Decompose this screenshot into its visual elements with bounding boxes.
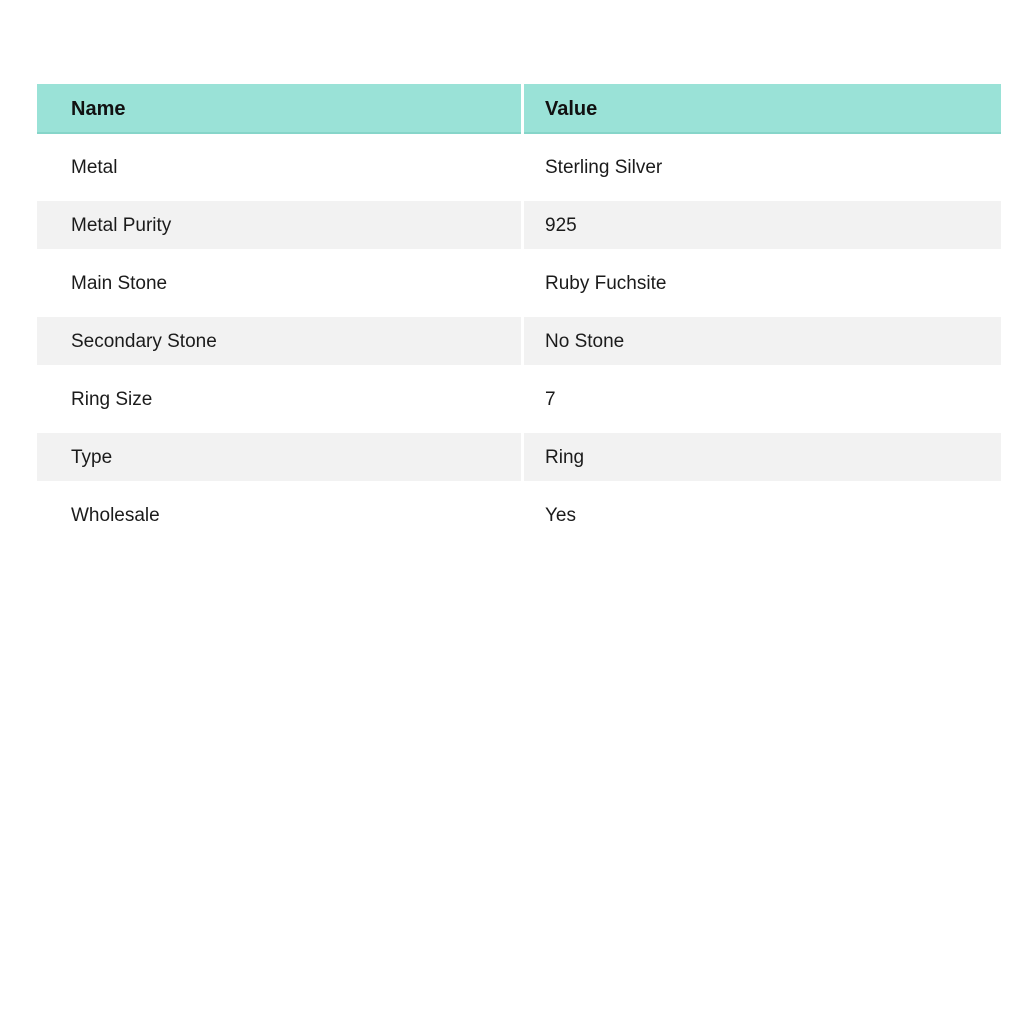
- row-name-cell: [37, 317, 521, 365]
- product-spec-table: [37, 80, 1001, 544]
- header-name-label: Name: [71, 98, 126, 120]
- table-row: [37, 138, 1001, 196]
- row-value-cell: [524, 375, 1001, 423]
- row-value-text: No Stone: [545, 330, 625, 352]
- row-value-text: Sterling Silver: [545, 156, 663, 178]
- row-name-cell: [37, 433, 521, 481]
- row-name-cell: [37, 491, 521, 539]
- table-row: [37, 196, 1001, 254]
- row-name-text: Wholesale: [71, 504, 160, 526]
- table-row: [37, 370, 1001, 428]
- table-row: [37, 486, 1001, 544]
- row-name-cell: [37, 143, 521, 191]
- row-name-text: Metal Purity: [71, 214, 172, 236]
- row-name-cell: [37, 375, 521, 423]
- row-value-text: 7: [545, 388, 556, 410]
- row-value-text: Ring: [545, 446, 585, 468]
- row-name-text: Main Stone: [71, 272, 168, 294]
- header-value-label: Value: [545, 98, 598, 120]
- row-name-text: Ring Size: [71, 388, 153, 410]
- row-value-cell: [524, 317, 1001, 365]
- row-value-text: 925: [545, 214, 577, 236]
- row-name-text: Metal: [71, 156, 118, 178]
- table-row: [37, 254, 1001, 312]
- table-header-row: [37, 80, 1001, 138]
- row-value-text: Ruby Fuchsite: [545, 272, 667, 294]
- row-value-cell: [524, 143, 1001, 191]
- row-value-text: Yes: [545, 504, 576, 526]
- row-name-cell: [37, 259, 521, 307]
- table-row: [37, 428, 1001, 486]
- header-cell-value: [524, 84, 1001, 134]
- header-cell-name: [37, 84, 521, 134]
- row-value-cell: [524, 201, 1001, 249]
- row-name-text: Secondary Stone: [71, 330, 217, 352]
- row-name-text: Type: [71, 446, 113, 468]
- row-value-cell: [524, 433, 1001, 481]
- row-name-cell: [37, 201, 521, 249]
- row-value-cell: [524, 259, 1001, 307]
- row-value-cell: [524, 491, 1001, 539]
- table-row: [37, 312, 1001, 370]
